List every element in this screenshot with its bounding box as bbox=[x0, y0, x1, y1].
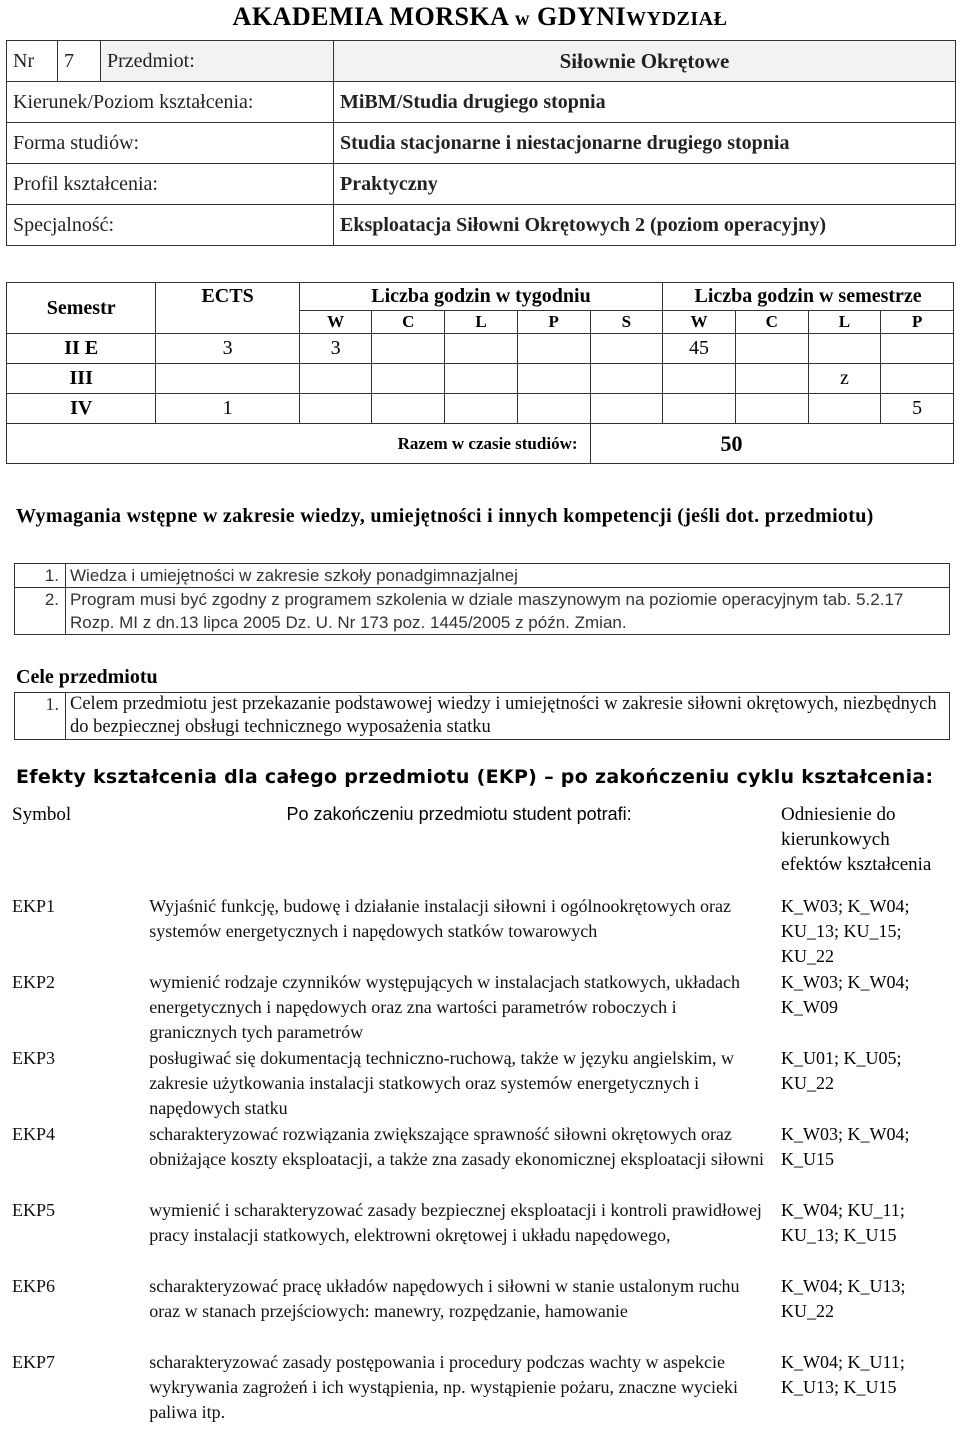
info-label: Specjalność: bbox=[7, 205, 334, 246]
hours-cell: z bbox=[808, 364, 881, 394]
table-row bbox=[6, 1350, 956, 1426]
sub-header: C bbox=[372, 311, 445, 334]
hours-cell: 3 bbox=[299, 334, 372, 364]
ekp-reference: K_W03; K_W04; K_W09 bbox=[781, 972, 910, 1017]
ekp-symbol: EKP2 bbox=[12, 972, 56, 992]
col-desc-header: Po zakończeniu przedmiotu student potrafi: bbox=[286, 804, 632, 824]
hours-cell bbox=[735, 364, 808, 394]
table-row bbox=[6, 894, 956, 970]
hours-cell bbox=[881, 364, 954, 394]
hours-row bbox=[7, 394, 954, 424]
hours-cell bbox=[808, 334, 881, 364]
przedmiot-label: Przedmiot: bbox=[101, 41, 334, 82]
hours-cell bbox=[372, 334, 445, 364]
list-item bbox=[15, 564, 950, 588]
info-label: Kierunek/Poziom kształcenia: bbox=[7, 82, 334, 123]
requirements-title: Wymagania wstępne w zakresie wiedzy, umiejętności i innych kompetencji (jeśli dot. przedmiotu) bbox=[16, 505, 874, 527]
ekp-symbol: EKP5 bbox=[12, 1200, 56, 1220]
sub-header: W bbox=[663, 311, 736, 334]
item-text: Wiedza i umiejętności w zakresie szkoły ponadgimnazjalnej bbox=[66, 564, 950, 588]
sub-header: W bbox=[299, 311, 372, 334]
ects-header: ECTS bbox=[156, 283, 299, 334]
hours-cell bbox=[445, 364, 518, 394]
hours-cell bbox=[590, 394, 663, 424]
nr-label: Nr bbox=[7, 41, 58, 82]
sub-header: L bbox=[445, 311, 518, 334]
ects-cell bbox=[156, 364, 299, 394]
item-text: Program musi być zgodny z programem szkolenia w dziale maszynowym na poziomie operacyjnym tab. 5.2.17 Rozp. MI z dn.13 lipca 2005 Dz. U. Nr 173 poz. 1445/2005 z późn. Zmian. bbox=[66, 588, 950, 635]
item-number: 2. bbox=[15, 588, 66, 635]
info-row bbox=[7, 82, 956, 123]
table-row bbox=[6, 1046, 956, 1122]
sem-cell: II E bbox=[7, 334, 156, 364]
ekp-description: wymienić rodzaje czynników występujących w instalacjach statkowych, układach energetycznych i napędowych oraz zna wartości parametrów roboczych i granicznych tych parametrów bbox=[149, 972, 740, 1042]
course-info-table bbox=[6, 40, 956, 246]
sub-header: L bbox=[808, 311, 881, 334]
razem-label: Razem w czasie studiów: bbox=[7, 424, 591, 464]
hours-cell bbox=[663, 364, 736, 394]
hours-cell bbox=[299, 394, 372, 424]
ekp-description: posługiwać się dokumentacją techniczno-ruchową, także w języku angielskim, w zakresie użytkowania instalacji statkowych oraz systemów energetycznych i napędowych statku bbox=[149, 1048, 734, 1118]
ekp-reference: K_W03; K_W04; KU_13; KU_15; KU_22 bbox=[781, 896, 910, 966]
hours-cell bbox=[735, 334, 808, 364]
semestr-header: Semestr bbox=[7, 283, 156, 334]
ects-cell: 1 bbox=[156, 394, 299, 424]
sub-header: P bbox=[881, 311, 954, 334]
outcomes-title: Efekty kształcenia dla całego przedmiotu (EKP) – po zakończeniu cyklu kształcenia: bbox=[16, 766, 934, 788]
hours-cell bbox=[372, 364, 445, 394]
ekp-reference: K_W04; KU_11; KU_13; K_U15 bbox=[781, 1200, 905, 1245]
requirements-list bbox=[14, 563, 950, 635]
ekp-symbol: EKP4 bbox=[12, 1124, 56, 1144]
table-row bbox=[6, 1122, 956, 1198]
table-row bbox=[6, 1274, 956, 1350]
hours-cell bbox=[881, 334, 954, 364]
hours-cell: 5 bbox=[881, 394, 954, 424]
info-value: MiBM/Studia drugiego stopnia bbox=[334, 82, 956, 123]
table-row bbox=[6, 970, 956, 1046]
ekp-reference: K_W03; K_W04; K_U15 bbox=[781, 1124, 910, 1169]
ects-cell: 3 bbox=[156, 334, 299, 364]
goals-list bbox=[14, 692, 950, 740]
hours-table bbox=[6, 282, 954, 464]
info-value: Praktyczny bbox=[334, 164, 956, 205]
ekp-reference: K_W04; K_U13; KU_22 bbox=[781, 1276, 906, 1321]
item-number: 1. bbox=[15, 693, 66, 740]
col-ref-header: Odniesienie do kierunkowych efektów kształcenia bbox=[781, 804, 932, 875]
ekp-description: wymienić i scharakteryzować zasady bezpiecznej eksploatacji i kontroli prawidłowej pracy instalacji statkowych, elektrowni okrętowej i układu napędowego, bbox=[149, 1200, 762, 1245]
ekp-description: scharakteryzować pracę układów napędowych i siłowni w stanie ustalonym ruchu oraz w stanach przejściowych: manewry, rozpędzanie, hamowanie bbox=[149, 1276, 740, 1321]
sem-cell: IV bbox=[7, 394, 156, 424]
ekp-symbol: EKP1 bbox=[12, 896, 56, 916]
info-label: Forma studiów: bbox=[7, 123, 334, 164]
hours-row bbox=[7, 364, 954, 394]
hours-cell bbox=[372, 394, 445, 424]
razem-value: 50 bbox=[590, 424, 953, 464]
goals-title: Cele przedmiotu bbox=[16, 666, 158, 688]
hours-cell bbox=[445, 334, 518, 364]
ekp-symbol: EKP7 bbox=[12, 1352, 56, 1372]
info-row bbox=[7, 123, 956, 164]
nr-value: 7 bbox=[58, 41, 101, 82]
hours-cell bbox=[517, 364, 590, 394]
sem-cell: III bbox=[7, 364, 156, 394]
ekp-symbol: EKP3 bbox=[12, 1048, 56, 1068]
info-value: Eksploatacja Siłowni Okrętowych 2 (poziom operacyjny) bbox=[334, 205, 956, 246]
semestre-header: Liczba godzin w semestrze bbox=[663, 283, 954, 311]
hours-cell bbox=[517, 394, 590, 424]
outcomes-table bbox=[6, 800, 956, 1426]
ekp-description: scharakteryzować rozwiązania zwiększające sprawność siłowni okrętowych oraz obniżające koszty eksploatacji, a także zna zasady ekonomicznej eksploatacji siłowni bbox=[149, 1124, 764, 1169]
razem-row bbox=[7, 424, 954, 464]
col-symbol-header: Symbol bbox=[12, 804, 72, 825]
tydzien-header: Liczba godzin w tygodniu bbox=[299, 283, 662, 311]
hours-cell bbox=[445, 394, 518, 424]
info-row bbox=[7, 205, 956, 246]
ekp-reference: K_W04; K_U11; K_U13; K_U15 bbox=[781, 1352, 905, 1397]
table-row bbox=[6, 1198, 956, 1274]
sub-header: S bbox=[590, 311, 663, 334]
sub-header: P bbox=[517, 311, 590, 334]
hours-row bbox=[7, 334, 954, 364]
hours-cell bbox=[808, 394, 881, 424]
hours-cell bbox=[517, 334, 590, 364]
hours-cell bbox=[663, 394, 736, 424]
list-item bbox=[15, 693, 950, 740]
hours-cell bbox=[590, 364, 663, 394]
przedmiot-value: Siłownie Okrętowe bbox=[334, 41, 956, 82]
course-row bbox=[7, 41, 956, 82]
item-number: 1. bbox=[15, 564, 66, 588]
sub-header: C bbox=[735, 311, 808, 334]
outcomes-header-row bbox=[6, 800, 956, 894]
hours-cell bbox=[299, 364, 372, 394]
info-label: Profil kształcenia: bbox=[7, 164, 334, 205]
ekp-symbol: EKP6 bbox=[12, 1276, 56, 1296]
ekp-reference: K_U01; K_U05; KU_22 bbox=[781, 1048, 902, 1093]
hours-cell bbox=[590, 334, 663, 364]
ekp-description: scharakteryzować zasady postępowania i procedury podczas wachty w aspekcie wykrywania zagrożeń i ich wystąpienia, np. wystąpienie pożaru, znaczne wycieki paliwa itp. bbox=[149, 1352, 738, 1422]
ekp-description: Wyjaśnić funkcję, budowę i działanie instalacji siłowni i ogólnookrętowych oraz systemów energetycznych i napędowych statków towarowych bbox=[149, 896, 731, 941]
item-text: Celem przedmiotu jest przekazanie podstawowej wiedzy i umiejętności w zakresie siłowni okrętowych, niezbędnych do bezpiecznej obsługi technicznego wyposażenia statku bbox=[66, 693, 950, 740]
hours-cell: 45 bbox=[663, 334, 736, 364]
list-item bbox=[15, 588, 950, 635]
page-title: AKADEMIA MORSKA w GDYNIWYDZIAŁ bbox=[232, 2, 728, 31]
hours-cell bbox=[735, 394, 808, 424]
info-row bbox=[7, 164, 956, 205]
info-value: Studia stacjonarne i niestacjonarne drugiego stopnia bbox=[334, 123, 956, 164]
